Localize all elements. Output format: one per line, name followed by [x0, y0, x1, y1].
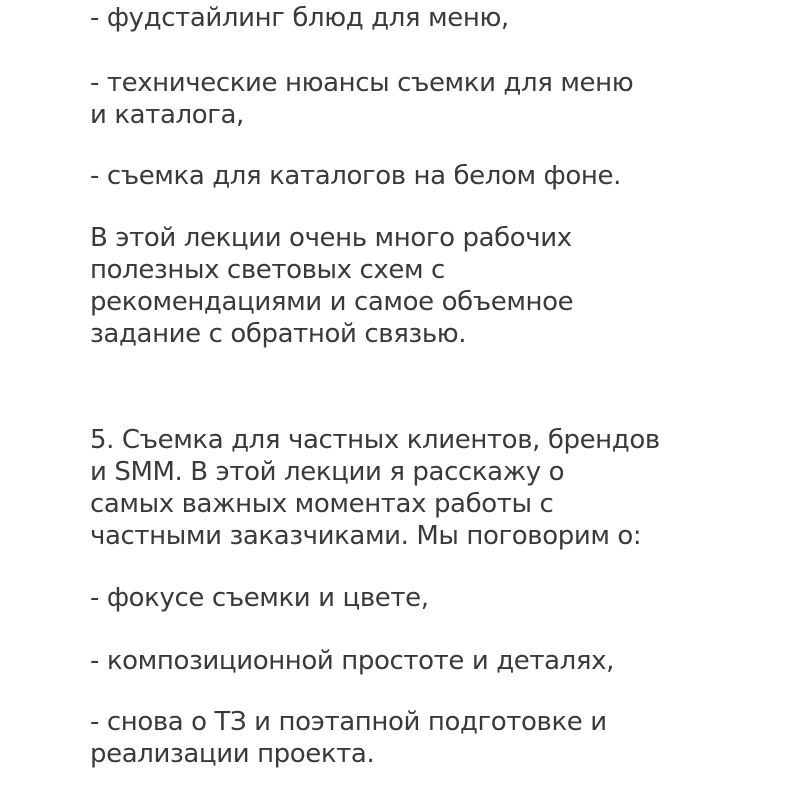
text-line-bullet-food-styling: - фудстайлинг блюд для меню,	[90, 3, 509, 33]
text-line-bullet-tz-preparation: - снова о ТЗ и поэтапной подготовке и	[90, 707, 607, 737]
text-line-bullet-white-background: - съемка для каталогов на белом фоне.	[90, 161, 621, 191]
text-line-bullet-composition: - композиционной простоте и деталях,	[90, 646, 614, 676]
text-line-project-continuation: реализации проекта.	[90, 739, 375, 769]
text-line-bullet-focus-color: - фокусе съемки и цвете,	[90, 583, 429, 613]
text-line-bullet-technical-nuances: - технические нюансы съемки для меню	[90, 68, 634, 98]
text-line-section-5-text-1: и SMM. В этой лекции я расскажу о	[90, 457, 565, 487]
text-line-section-5-heading: 5. Съемка для частных клиентов, брендов	[90, 425, 660, 455]
text-line-section-5-text-2: самых важных моментах работы с	[90, 489, 554, 519]
text-line-lecture-summary-4: задание с обратной связью.	[90, 319, 467, 349]
text-line-lecture-summary-1: В этой лекции очень много рабочих	[90, 223, 572, 253]
text-line-catalog-continuation: и каталога,	[90, 100, 244, 130]
text-line-lecture-summary-3: рекомендациями и самое объемное	[90, 287, 574, 317]
text-line-section-5-text-3: частными заказчиками. Мы поговорим о:	[90, 521, 642, 551]
text-line-lecture-summary-2: полезных световых схем с	[90, 255, 445, 285]
